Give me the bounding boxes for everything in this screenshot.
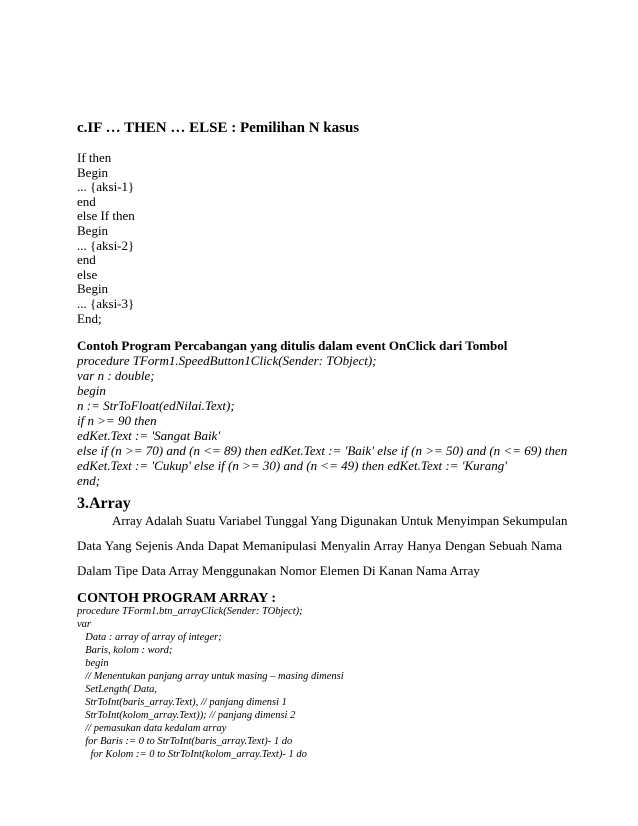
example-heading: Contoh Program Percabangan yang ditulis dalam event OnClick dari Tombol [77, 338, 508, 353]
pseudo-line: If then [77, 150, 112, 165]
code-line: SetLength( Data, [80, 684, 157, 695]
code-line: end; [77, 473, 101, 488]
pseudo-line: Begin [77, 223, 109, 238]
code-line: Baris, kolom : word; [80, 645, 173, 656]
pseudo-line: else [77, 266, 98, 282]
code-line: // Menentukan panjang array untuk masing – masing dimensi [80, 671, 344, 682]
code-line: begin [77, 383, 106, 398]
code-line: edKet.Text := 'Sangat Baik' [77, 428, 221, 443]
code-line: StrToInt(baris_array.Text), // panjang dimensi 1 [80, 697, 287, 708]
code-line: StrToInt(kolom_array.Text)); // panjang dimensi 2 [80, 710, 296, 721]
pseudo-line: ... {aksi-3} [77, 296, 135, 311]
code-line: n := StrToFloat(edNilai.Text); [77, 398, 235, 413]
pseudo-line: end [77, 252, 96, 268]
code-line: var [77, 619, 91, 630]
pseudo-line: Begin [77, 281, 109, 297]
code-line: begin [80, 658, 109, 669]
code-line: edKet.Text := 'Cukup' else if (n >= 30) and (n <= 49) then edKet.Text := 'Kurang' [77, 458, 507, 473]
code-line: for Kolom := 0 to StrToInt(kolom_array.Text)- 1 do [80, 749, 307, 760]
pseudo-line: ... {aksi-2} [77, 237, 135, 253]
section-heading: 3.Array [77, 495, 131, 512]
code-line: if n >= 90 then [77, 413, 157, 428]
paragraph-line: Dalam Tipe Data Array Menggunakan Nomor Elemen Di Kanan Nama Array [77, 563, 480, 578]
code-line: // pemasukan data kedalam array [80, 723, 227, 734]
pseudo-line: ... {aksi-1} [77, 179, 135, 195]
code-line: procedure TForm1.btn_arrayClick(Sender: TObject); [77, 606, 303, 617]
paragraph-line: Data Yang Sejenis Anda Dapat Memanipulasi Menyalin Array Hanya Dengan Sebuah Nama [77, 538, 562, 553]
code-line: var n : double; [77, 368, 155, 383]
code-line: for Baris := 0 to StrToInt(baris_array.Text)- 1 do [80, 736, 293, 747]
pseudo-line: end [77, 193, 96, 209]
code-line: Data : array of array of integer; [80, 632, 222, 643]
code-line: procedure TForm1.SpeedButton1Click(Sender: TObject); [77, 353, 377, 368]
example-heading: CONTOH PROGRAM ARRAY : [77, 591, 276, 606]
pseudo-line: End; [77, 310, 102, 326]
code-line: else if (n >= 70) and (n <= 89) then edKet.Text := 'Baik' else if (n >= 50) and (n <= 69) then [77, 443, 568, 458]
pseudo-line: Begin [77, 164, 109, 180]
section-heading: c.IF … THEN … ELSE : Pemilihan N kasus [77, 120, 360, 136]
pseudo-line: else If then [77, 208, 135, 224]
paragraph-line: Array Adalah Suatu Variabel Tunggal Yang Digunakan Untuk Menyimpan Sekumpulan [112, 513, 568, 528]
